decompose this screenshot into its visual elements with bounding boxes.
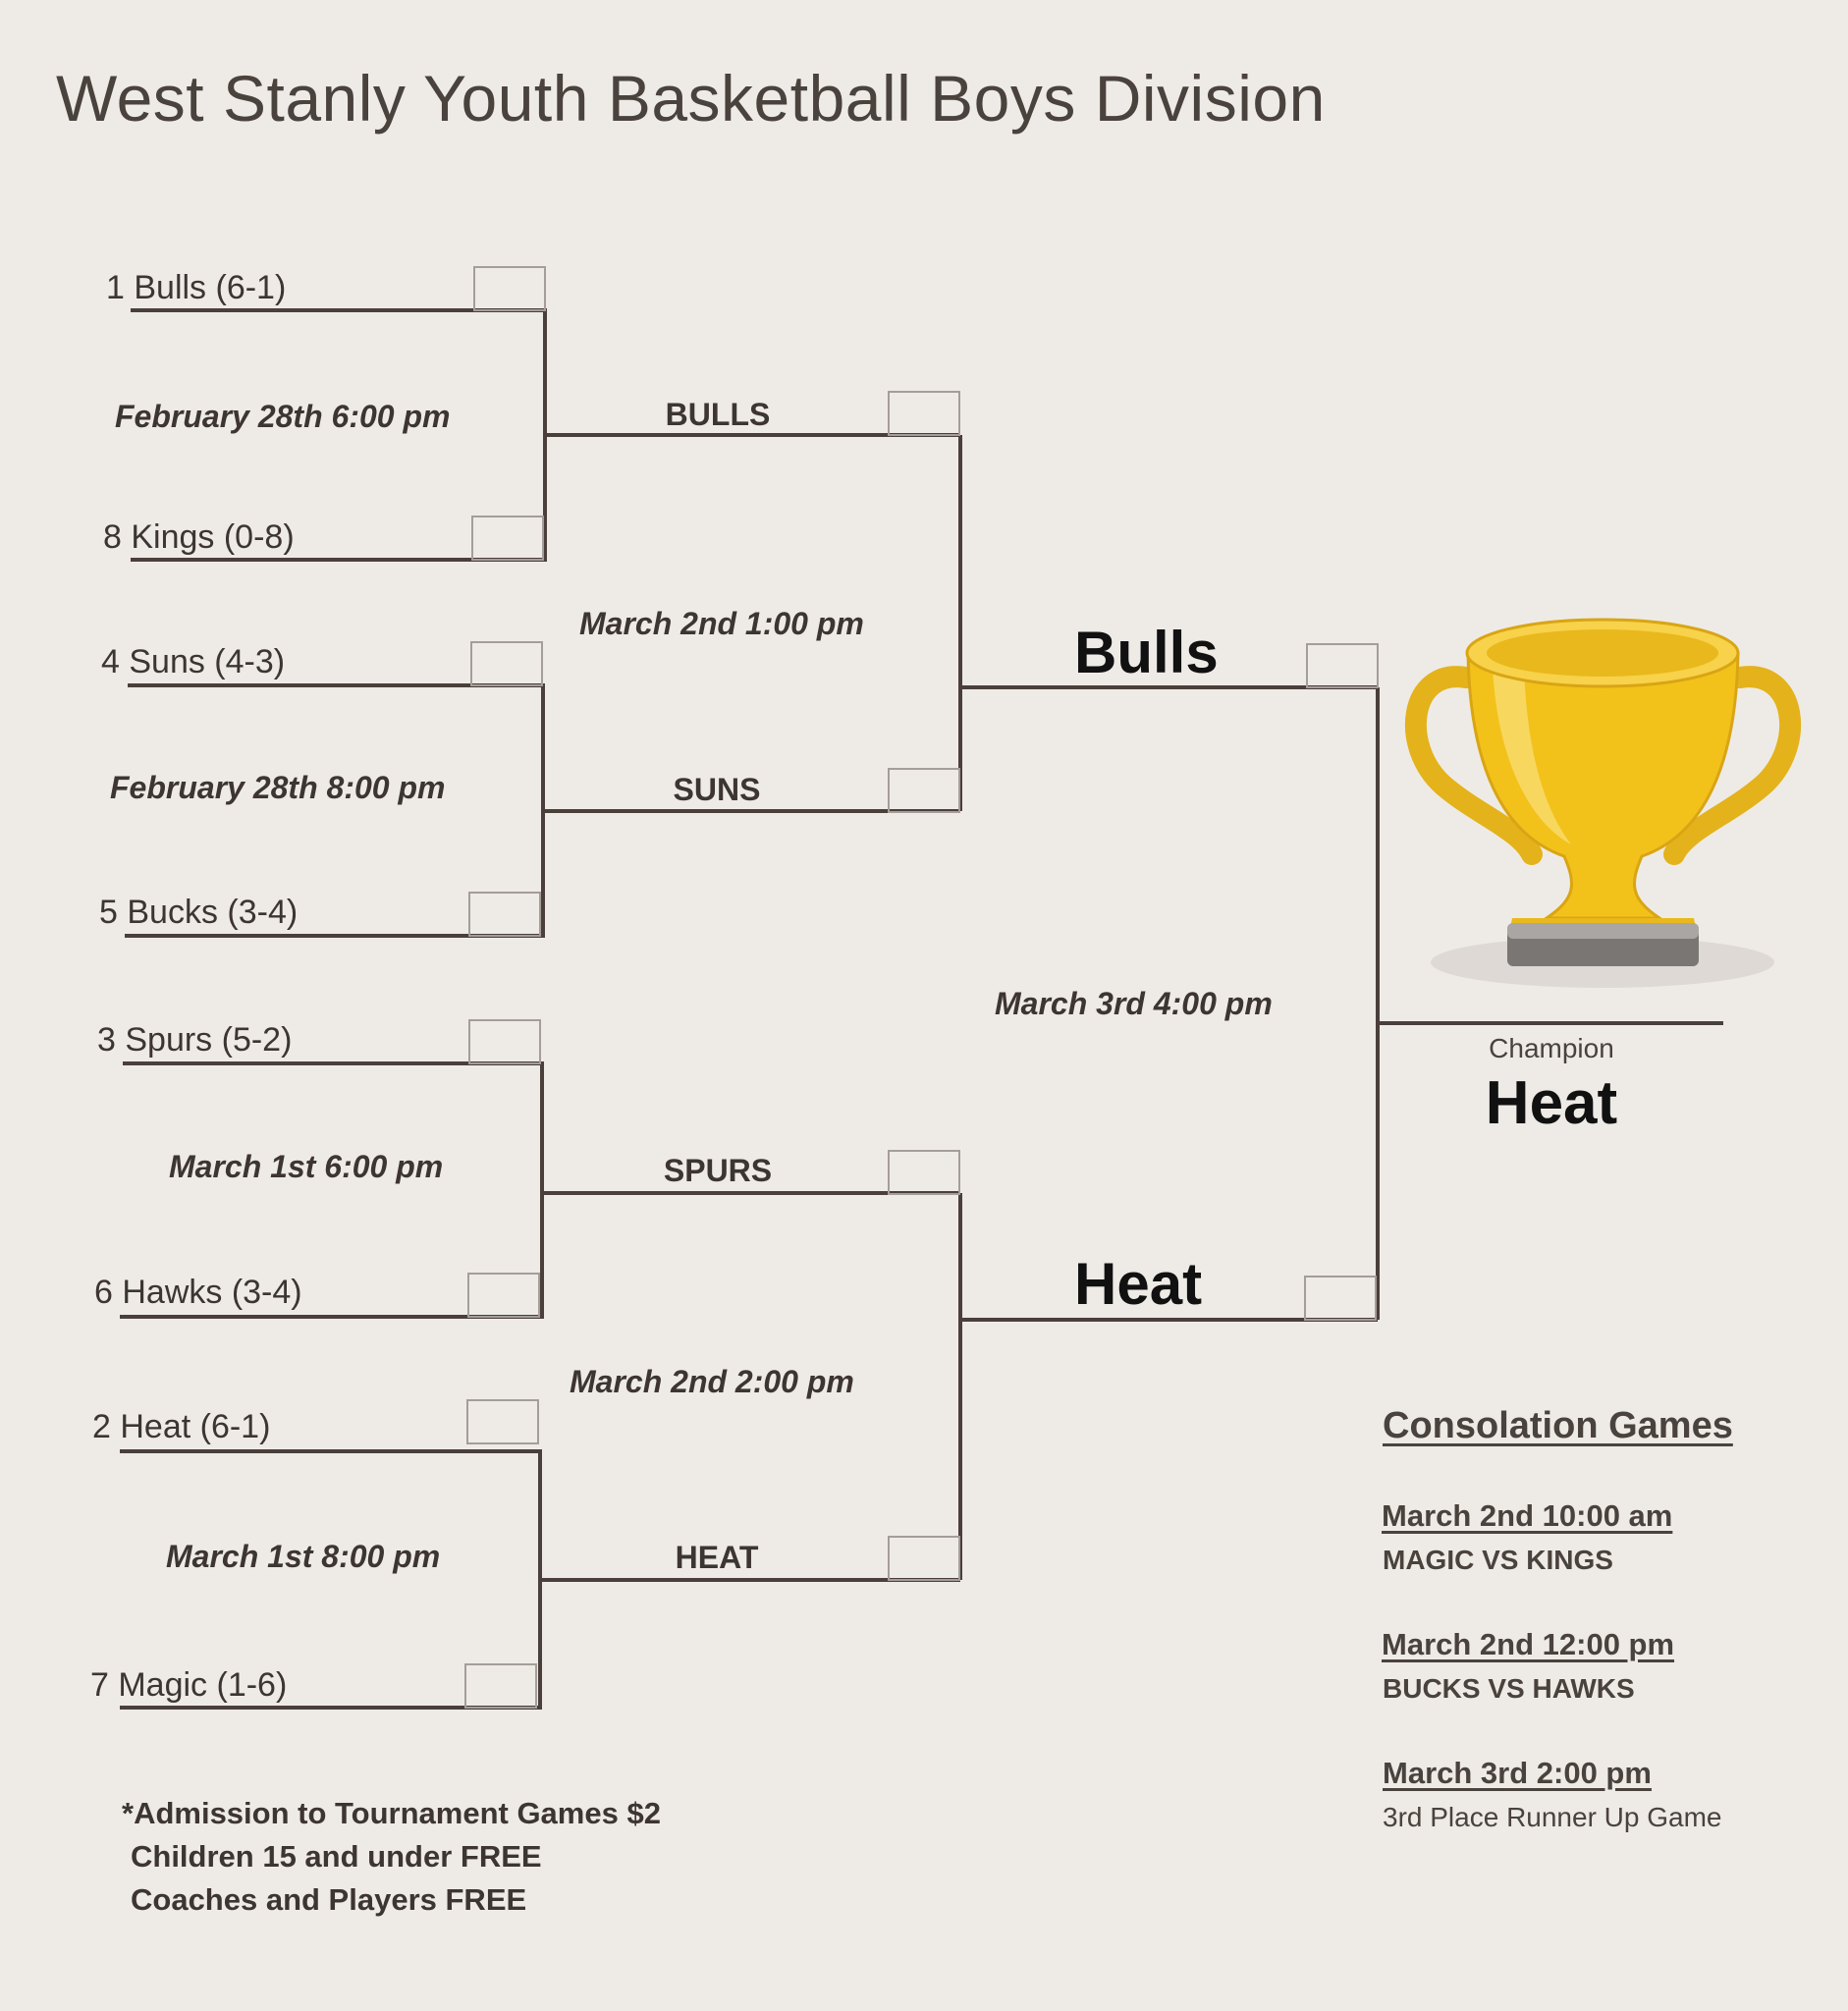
score-box (889, 769, 959, 812)
final-team-heat: Heat (1074, 1251, 1203, 1317)
consolation-game-2-match: BUCKS VS HAWKS (1383, 1673, 1635, 1704)
bracket-title: West Stanly Youth Basketball Boys Division (56, 62, 1326, 135)
trophy-icon (1416, 620, 1790, 988)
r2-game2-date: March 2nd 2:00 pm (570, 1364, 854, 1399)
consolation-game-1-match: MAGIC VS KINGS (1383, 1545, 1613, 1575)
final-date: March 3rd 4:00 pm (995, 986, 1273, 1021)
consolation-game-3-match: 3rd Place Runner Up Game (1383, 1802, 1722, 1832)
consolation-title: Consolation Games (1383, 1405, 1733, 1446)
score-box (1307, 644, 1378, 687)
score-box (471, 642, 542, 685)
r1-game3-date: March 1st 6:00 pm (169, 1149, 444, 1184)
score-box (467, 1400, 538, 1443)
champion-name: Heat (1485, 1069, 1618, 1137)
score-box (889, 392, 959, 435)
consolation-game-1-date: March 2nd 10:00 am (1382, 1498, 1673, 1533)
score-box (1305, 1277, 1376, 1320)
seed-team-8: 8 Kings (0-8) (103, 518, 295, 556)
admission-note-3: Coaches and Players FREE (131, 1882, 527, 1917)
score-box (469, 893, 540, 936)
seed-team-2: 2 Heat (6-1) (92, 1408, 271, 1445)
r2-game1-date: March 2nd 1:00 pm (579, 606, 864, 641)
r2-team-heat: HEAT (675, 1540, 759, 1575)
seed-team-7: 7 Magic (1-6) (90, 1666, 288, 1704)
r1-game1-date: February 28th 6:00 pm (115, 399, 451, 434)
score-box (465, 1664, 536, 1708)
final-team-bulls: Bulls (1074, 620, 1219, 685)
score-box (889, 1151, 959, 1194)
seed-team-5: 5 Bucks (3-4) (99, 894, 299, 931)
r1-game4-date: March 1st 8:00 pm (166, 1539, 441, 1574)
score-box (474, 267, 545, 310)
score-box (889, 1537, 959, 1580)
admission-note-2: Children 15 and under FREE (131, 1839, 542, 1874)
r2-team-bulls: BULLS (665, 397, 771, 432)
score-box (468, 1274, 539, 1317)
consolation-game-3-date: March 3rd 2:00 pm (1383, 1756, 1652, 1790)
score-box (472, 516, 543, 560)
r1-game2-date: February 28th 8:00 pm (110, 770, 446, 805)
seed-team-1: 1 Bulls (6-1) (106, 269, 287, 306)
seed-team-4: 4 Suns (4-3) (101, 643, 286, 680)
r2-team-spurs: SPURS (663, 1153, 773, 1188)
score-box (469, 1020, 540, 1063)
champion-label: Champion (1489, 1033, 1614, 1063)
r2-team-suns: SUNS (673, 772, 761, 807)
consolation-game-2-date: March 2nd 12:00 pm (1382, 1627, 1675, 1661)
seed-team-3: 3 Spurs (5-2) (97, 1021, 293, 1059)
admission-note-1: *Admission to Tournament Games $2 (122, 1796, 661, 1830)
seed-team-6: 6 Hawks (3-4) (94, 1274, 302, 1311)
